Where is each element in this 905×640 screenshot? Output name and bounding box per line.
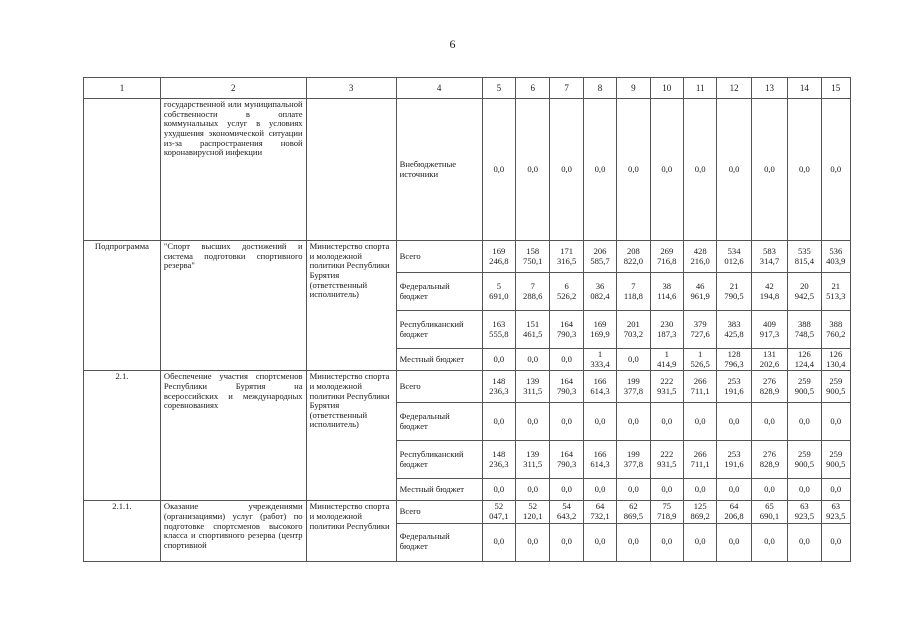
amount-cell: 0,0	[751, 479, 787, 501]
amount-cell: 0,0	[717, 403, 751, 441]
amount-cell: 0,0	[788, 403, 821, 441]
amount-cell: 64 206,8	[717, 501, 751, 523]
amount-cell: 0,0	[650, 99, 683, 241]
amount-cell: 383 425,8	[717, 311, 751, 349]
amount-cell: 164 790,3	[550, 441, 583, 479]
program-description: Оказание учреждениями (организациями) услуг (работ) по подготовке спортсменов высокого класса и спортивного резерва (центр спортивной	[160, 501, 306, 561]
amount-cell: 0,0	[550, 479, 583, 501]
amount-cell: 0,0	[583, 479, 616, 501]
amount-cell: 7 288,6	[516, 273, 550, 311]
amount-cell: 0,0	[821, 403, 850, 441]
amount-cell: 1 526,5	[683, 349, 716, 371]
amount-cell: 259 900,5	[821, 371, 850, 403]
amount-cell: 52 120,1	[516, 501, 550, 523]
amount-cell: 428 216,0	[683, 241, 716, 273]
column-number-header: 12	[717, 78, 751, 99]
amount-cell: 75 718,9	[650, 501, 683, 523]
amount-cell: 139 311,5	[516, 371, 550, 403]
amount-cell: 0,0	[821, 479, 850, 501]
column-number-header: 10	[650, 78, 683, 99]
amount-cell: 62 869,5	[617, 501, 650, 523]
amount-cell: 0,0	[683, 403, 716, 441]
amount-cell: 65 690,1	[751, 501, 787, 523]
amount-cell: 0,0	[821, 523, 850, 561]
amount-cell: 21 790,5	[717, 273, 751, 311]
responsible-executor: Министерство спорта и молодежной политики Республики Бурятия (ответственный исполнитель)	[306, 371, 396, 501]
amount-cell: 266 711,1	[683, 371, 716, 403]
amount-cell: 269 716,8	[650, 241, 683, 273]
amount-cell: 0,0	[788, 523, 821, 561]
amount-cell: 0,0	[583, 403, 616, 441]
amount-cell: 535 815,4	[788, 241, 821, 273]
amount-cell: 125 869,2	[683, 501, 716, 523]
program-code: 2.1.1.	[84, 501, 161, 561]
amount-cell: 259 900,5	[821, 441, 850, 479]
amount-cell: 5 691,0	[482, 273, 515, 311]
program-code: 2.1.	[84, 371, 161, 501]
amount-cell: 0,0	[482, 479, 515, 501]
amount-cell: 0,0	[516, 349, 550, 371]
amount-cell: 7 118,8	[617, 273, 650, 311]
amount-cell: 38 114,6	[650, 273, 683, 311]
column-number-header: 14	[788, 78, 821, 99]
column-number-header: 5	[482, 78, 515, 99]
amount-cell: 0,0	[550, 523, 583, 561]
amount-cell: 0,0	[788, 99, 821, 241]
amount-cell: 0,0	[617, 349, 650, 371]
program-code: Подпрограмма	[84, 241, 161, 371]
column-number-header: 6	[516, 78, 550, 99]
amount-cell: 208 822,0	[617, 241, 650, 273]
amount-cell: 166 614,3	[583, 371, 616, 403]
program-description: Обеспечение участия спортсменов Республики Бурятия на всероссийских и международных соревнованиях	[160, 371, 306, 501]
table-row	[84, 371, 851, 403]
amount-cell: 259 900,5	[788, 371, 821, 403]
column-number-header: 11	[683, 78, 716, 99]
amount-cell: 0,0	[550, 349, 583, 371]
funding-source: Всего	[396, 241, 482, 273]
column-number-header: 3	[306, 78, 396, 99]
program-description: государственной или муниципальной собственности в оплате коммунальных услуг в условиях ухудшения экономической ситуации из-за распространения новой коронавирусной инфекции	[160, 99, 306, 241]
amount-cell: 222 931,5	[650, 371, 683, 403]
column-number-header: 8	[583, 78, 616, 99]
table-row	[84, 241, 851, 273]
amount-cell: 276 828,9	[751, 441, 787, 479]
amount-cell: 0,0	[751, 99, 787, 241]
amount-cell: 199 377,8	[617, 371, 650, 403]
amount-cell: 0,0	[751, 403, 787, 441]
table-row	[84, 99, 851, 241]
amount-cell: 536 403,9	[821, 241, 850, 273]
amount-cell: 169 169,9	[583, 311, 616, 349]
amount-cell: 0,0	[717, 523, 751, 561]
amount-cell: 131 202,6	[751, 349, 787, 371]
responsible-executor: Министерство спорта и молодежной политики Республики	[306, 501, 396, 561]
budget-table	[83, 77, 851, 562]
amount-cell: 42 194,8	[751, 273, 787, 311]
amount-cell: 54 643,2	[550, 501, 583, 523]
amount-cell: 388 760,2	[821, 311, 850, 349]
amount-cell: 534 012,6	[717, 241, 751, 273]
amount-cell: 20 942,5	[788, 273, 821, 311]
amount-cell: 0,0	[550, 403, 583, 441]
amount-cell: 388 748,5	[788, 311, 821, 349]
responsible-executor	[306, 99, 396, 241]
amount-cell: 201 703,2	[617, 311, 650, 349]
program-code	[84, 99, 161, 241]
amount-cell: 164 790,3	[550, 371, 583, 403]
amount-cell: 139 311,5	[516, 441, 550, 479]
funding-source: Федеральный бюджет	[396, 403, 482, 441]
amount-cell: 253 191,6	[717, 441, 751, 479]
funding-source: Республиканский бюджет	[396, 311, 482, 349]
amount-cell: 63 923,5	[821, 501, 850, 523]
amount-cell: 0,0	[751, 523, 787, 561]
amount-cell: 0,0	[516, 479, 550, 501]
amount-cell: 230 187,3	[650, 311, 683, 349]
funding-source: Федеральный бюджет	[396, 523, 482, 561]
amount-cell: 0,0	[482, 523, 515, 561]
amount-cell: 222 931,5	[650, 441, 683, 479]
amount-cell: 0,0	[482, 99, 515, 241]
column-number-header: 15	[821, 78, 850, 99]
amount-cell: 126 130,4	[821, 349, 850, 371]
amount-cell: 158 750,1	[516, 241, 550, 273]
funding-source: Федеральный бюджет	[396, 273, 482, 311]
amount-cell: 0,0	[650, 523, 683, 561]
amount-cell: 409 917,3	[751, 311, 787, 349]
column-number-header: 9	[617, 78, 650, 99]
amount-cell: 0,0	[683, 523, 716, 561]
amount-cell: 21 513,3	[821, 273, 850, 311]
amount-cell: 63 923,5	[788, 501, 821, 523]
amount-cell: 64 732,1	[583, 501, 616, 523]
page-number: 6	[449, 37, 456, 51]
amount-cell: 0,0	[683, 479, 716, 501]
amount-cell: 583 314,7	[751, 241, 787, 273]
amount-cell: 259 900,5	[788, 441, 821, 479]
amount-cell: 0,0	[482, 403, 515, 441]
amount-cell: 164 790,3	[550, 311, 583, 349]
amount-cell: 0,0	[617, 403, 650, 441]
amount-cell: 0,0	[717, 479, 751, 501]
column-number-header: 13	[751, 78, 787, 99]
funding-source: Местный бюджет	[396, 479, 482, 501]
amount-cell: 169 246,8	[482, 241, 515, 273]
amount-cell: 6 526,2	[550, 273, 583, 311]
amount-cell: 0,0	[650, 479, 683, 501]
funding-source: Республиканский бюджет	[396, 441, 482, 479]
amount-cell: 36 082,4	[583, 273, 616, 311]
column-number-header: 4	[396, 78, 482, 99]
amount-cell: 126 124,4	[788, 349, 821, 371]
amount-cell: 0,0	[516, 99, 550, 241]
amount-cell: 52 047,1	[482, 501, 515, 523]
amount-cell: 0,0	[583, 523, 616, 561]
amount-cell: 151 461,5	[516, 311, 550, 349]
funding-source: Внебюджетные источники	[396, 99, 482, 241]
program-description: "Спорт высших достижений и система подготовки спортивного резерва"	[160, 241, 306, 371]
amount-cell: 379 727,6	[683, 311, 716, 349]
responsible-executor: Министерство спорта и молодежной политики Республики Бурятия (ответственный исполнитель)	[306, 241, 396, 371]
table-row	[84, 501, 851, 523]
amount-cell: 148 236,3	[482, 371, 515, 403]
amount-cell: 163 555,8	[482, 311, 515, 349]
funding-source: Всего	[396, 371, 482, 403]
amount-cell: 46 961,9	[683, 273, 716, 311]
amount-cell: 0,0	[583, 99, 616, 241]
amount-cell: 148 236,3	[482, 441, 515, 479]
funding-source: Всего	[396, 501, 482, 523]
amount-cell: 0,0	[617, 99, 650, 241]
amount-cell: 1 333,4	[583, 349, 616, 371]
amount-cell: 0,0	[788, 479, 821, 501]
amount-cell: 1 414,9	[650, 349, 683, 371]
amount-cell: 276 828,9	[751, 371, 787, 403]
amount-cell: 0,0	[683, 99, 716, 241]
amount-cell: 199 377,8	[617, 441, 650, 479]
amount-cell: 253 191,6	[717, 371, 751, 403]
column-number-header-row	[84, 78, 851, 99]
amount-cell: 206 585,7	[583, 241, 616, 273]
column-number-header: 7	[550, 78, 583, 99]
amount-cell: 0,0	[617, 523, 650, 561]
amount-cell: 166 614,3	[583, 441, 616, 479]
column-number-header: 1	[84, 78, 161, 99]
amount-cell: 0,0	[482, 349, 515, 371]
amount-cell: 0,0	[650, 403, 683, 441]
amount-cell: 0,0	[617, 479, 650, 501]
amount-cell: 0,0	[516, 523, 550, 561]
amount-cell: 171 316,5	[550, 241, 583, 273]
amount-cell: 0,0	[550, 99, 583, 241]
amount-cell: 0,0	[717, 99, 751, 241]
amount-cell: 128 796,3	[717, 349, 751, 371]
funding-source: Местный бюджет	[396, 349, 482, 371]
amount-cell: 0,0	[821, 99, 850, 241]
amount-cell: 266 711,1	[683, 441, 716, 479]
column-number-header: 2	[160, 78, 306, 99]
amount-cell: 0,0	[516, 403, 550, 441]
